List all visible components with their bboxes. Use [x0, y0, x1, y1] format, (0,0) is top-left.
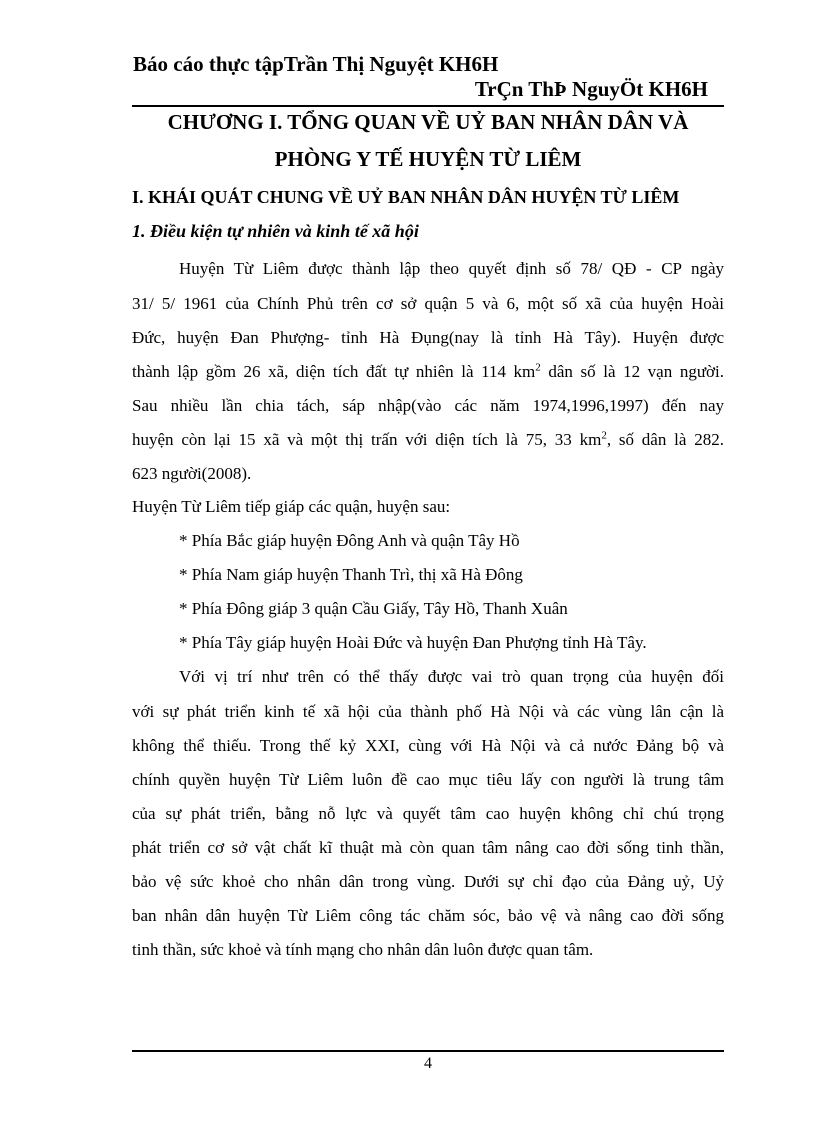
footer-divider — [132, 1050, 724, 1052]
text-line: phát triển cơ sở vật chất kĩ thuật mà còn quan tâm nâng cao đời sống tinh thần, — [132, 838, 724, 857]
text-line: thành lập gồm 26 xã, diện tích đất tự nhiên là 114 $km^2$ dân số là 12 vạn người. — [132, 361, 724, 381]
text-line: huyện còn lại 15 xã và một thị trấn với diện tích là 75, 33 $km^2$, số dân là 282. — [132, 429, 724, 449]
running-header-author: TrÇn ThÞ NguyÖt KH6H — [474, 77, 708, 101]
chapter-title-line-2: PHÒNG Y TẾ HUYỆN TỪ LIÊM — [274, 147, 582, 171]
text-line: Đức, huyện Đan Phượng- tỉnh Hà Đụng(nay là tỉnh Hà Tây). Huyện được — [132, 328, 724, 347]
superscript: 2 — [601, 429, 607, 442]
text-line: Với vị trí như trên có thể thấy được vai trò quan trọng của huyện đối — [179, 667, 724, 686]
text-line: với sự phát triển kinh tế xã hội của thành phố Hà Nội và các vùng lân cận là — [132, 702, 724, 721]
list-item: * Phía Đông giáp 3 quận Cầu Giấy, Tây Hồ, Thanh Xuân — [179, 599, 568, 618]
list-item: * Phía Tây giáp huyện Hoài Đức và huyện Đan Phượng tỉnh Hà Tây. — [179, 633, 647, 652]
list-item: * Phía Bắc giáp huyện Đông Anh và quận Tây Hồ — [179, 531, 520, 550]
running-header-title: Báo cáo thực tậpTrần Thị Nguyệt KH6H — [133, 52, 499, 76]
section-heading: I. KHÁI QUÁT CHUNG VỀ UỶ BAN NHÂN DÂN HUYỆN TỪ LIÊM — [132, 187, 680, 207]
chapter-title-line-1: CHƯƠNG I. TỔNG QUAN VỀ UỶ BAN NHÂN DÂN VÀ — [167, 110, 689, 134]
text-line: ban nhân dân huyện Từ Liêm công tác chăm sóc, bảo vệ và nâng cao đời sống — [132, 906, 724, 925]
text-line: Huyện Từ Liêm được thành lập theo quyết định số 78/ QĐ - CP ngày — [179, 259, 724, 278]
text-line: Sau nhiều lần chia tách, sáp nhập(vào các năm 1974,1996,1997) đến nay — [132, 396, 724, 415]
list-item: * Phía Nam giáp huyện Thanh Trì, thị xã Hà Đông — [179, 565, 523, 584]
text-line: chính quyền huyện Từ Liêm luôn đề cao mục tiêu lấy con người là trung tâm — [132, 770, 724, 789]
borders-intro: Huyện Từ Liêm tiếp giáp các quận, huyện sau: — [132, 497, 451, 516]
text-line: 31/ 5/ 1961 của Chính Phủ trên cơ sở quận 5 và 6, một số xã của huyện Hoài — [132, 294, 724, 313]
page-number: 4 — [424, 1055, 432, 1072]
text-line: bảo vệ sức khoẻ cho nhân dân trong vùng. Dưới sự chỉ đạo của Đảng uỷ, Uỷ — [132, 872, 724, 891]
superscript: 2 — [535, 361, 541, 374]
text-line: không thể thiếu. Trong thế kỷ XXI, cùng với Hà Nội và cả nước Đảng bộ và — [132, 736, 724, 755]
subsection-heading: 1. Điều kiện tự nhiên và kinh tế xã hội — [132, 221, 419, 241]
header-divider — [132, 105, 724, 107]
text-line: tinh thần, sức khoẻ và tính mạng cho nhân dân luôn được quan tâm. — [132, 940, 594, 959]
text-line: của sự phát triển, bằng nỗ lực và quyết tâm cao huyện không chỉ chú trọng — [132, 804, 724, 823]
text-line: 623 người(2008). — [132, 464, 252, 483]
